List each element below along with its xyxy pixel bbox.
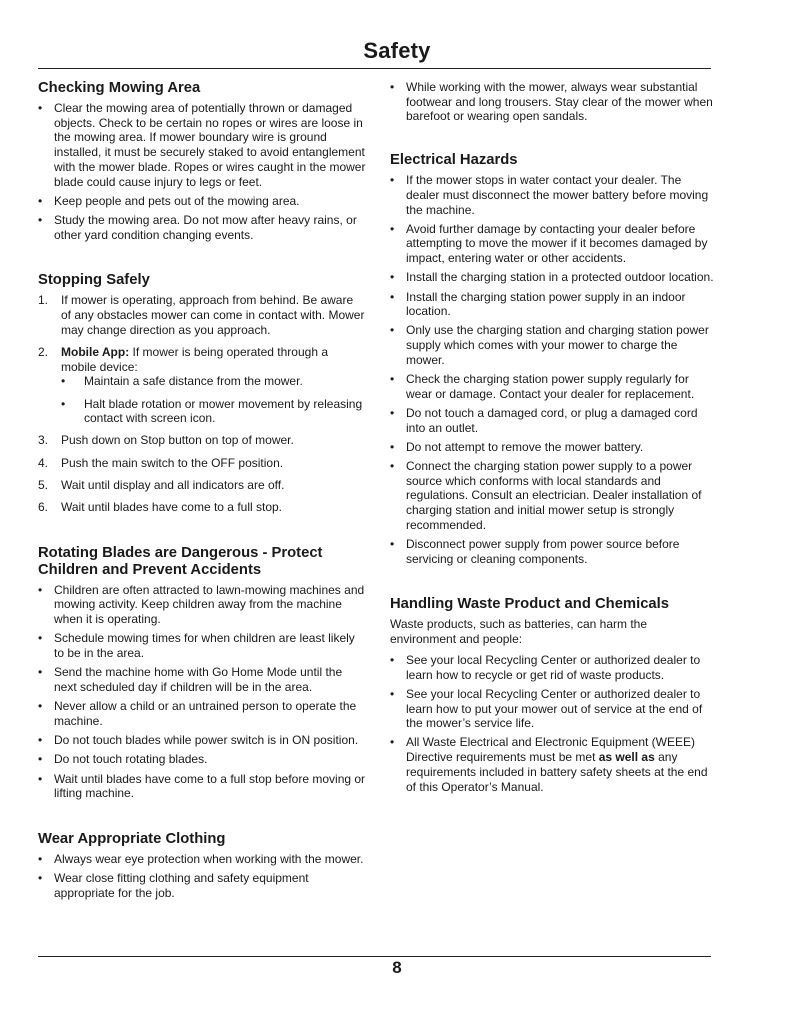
section-rotating-blades [38, 545, 366, 801]
list-item: • All Waste Electrical and Electronic Equipment (WEEE) Directive requirements must be met as well as any requirements included in battery safety sheets at the end of this Operator’s Manual. [390, 735, 708, 794]
list-item: • Do not touch a damaged cord, or plug a damaged cord into an outlet. [390, 405, 698, 435]
header-divider [38, 68, 711, 69]
list-item: • Connect the charging station power supply to a power source which conforms with local standards and regulations. Consult an electrician. Dealer installation of charging station and initial mower setup is strongly recommended. [390, 459, 702, 532]
section-heading: Wear Appropriate Clothing [38, 830, 226, 847]
numbered-step: 4. Push the main switch to the OFF position. [38, 455, 284, 470]
list-item: • Children are often attracted to lawn-mowing machines and mowing activity. Keep children away from the machine when it is operating. [38, 582, 365, 627]
list-item: • Check the charging station power supply regularly for wear or damage. Contact your dealer for replacement. [390, 372, 695, 401]
list-item: • Do not touch rotating blades. [38, 752, 208, 767]
list-item: • Clear the mowing area of potentially thrown or damaged objects. Check to be certain no ropes or wires are loose in the mowing area. If mower boundary wire is ground installed, it must be securely staked to avoid entanglement with the mower blade. Ropes or wires caught in the mower blade could cause injury to legs or feet. [38, 101, 366, 189]
section-heading: Handling Waste Product and Chemicals [390, 596, 669, 613]
list-item: • Schedule mowing times for when children are least likely to be in the area. [38, 631, 355, 661]
numbered-step: 1. If mower is operating, approach from behind. Be aware of any obstacles mower can come in contact with. Mower may change direction as you approach. [38, 293, 365, 337]
list-item: • Avoid further damage by contacting your dealer before attempting to move the mower if it becomes damaged by impact, entering water or other accidents. [390, 221, 708, 266]
list-item: • Install the charging station in a protected outdoor location. [390, 270, 714, 285]
list-item: • Keep people and pets out of the mowing area. [38, 193, 300, 208]
numbered-step: 3. Push down on Stop button on top of mower. [38, 433, 294, 448]
numbered-step: 6. Wait until blades have come to a full stop. [38, 500, 283, 515]
page-number: 8 [392, 958, 402, 977]
section-heading: Electrical Hazards [390, 152, 518, 169]
list-item: • Disconnect power supply from power source before servicing or cleaning components. [390, 537, 680, 566]
list-item: • Install the charging station power supply in an indoor location. [390, 289, 686, 319]
section-wear-clothing [38, 831, 366, 901]
list-item: • Wear close fitting clothing and safety equipment appropriate for the job. [38, 871, 309, 900]
section-heading: Checking Mowing Area [38, 80, 201, 96]
footer-divider [38, 956, 711, 957]
section-electrical-hazards [390, 152, 714, 566]
list-item: • Do not touch blades while power switch is in ON position. [38, 733, 359, 748]
list-item: • Never allow a child or an untrained person to operate the machine. [38, 699, 357, 728]
list-item: • Always wear eye protection when working with the mower. [38, 851, 364, 866]
list-item: • Do not attempt to remove the mower battery. [390, 439, 644, 454]
list-item: • See your local Recycling Center or authorized dealer to learn how to recycle or get rid of waste products. [390, 652, 701, 682]
list-item: • If the mower stops in water contact your dealer. The dealer must disconnect the mower battery before moving the machine. [390, 173, 709, 217]
section-stopping-safely [38, 272, 366, 514]
sub-list-item: • Halt blade rotation or mower movement by releasing contact with screen icon. [61, 396, 363, 426]
section-heading: Stopping Safely [38, 272, 150, 289]
page-title: Safety [363, 38, 431, 63]
numbered-step: 2. Mobile App: If mower is being operated through a mobile device: • Maintain a safe distance from the mower. • Halt blade rotation or mower movement by releasing contact with screen icon. [38, 345, 366, 426]
section-checking-mowing-area [38, 80, 366, 242]
left-column [38, 80, 366, 905]
numbered-step: 5. Wait until display and all indicators are off. [38, 477, 285, 492]
section-heading: Rotating Blades are Dangerous - Protect Children and Prevent Accidents [38, 544, 323, 578]
section-intro: Waste products, such as batteries, can harm the environment and people: [390, 617, 648, 647]
list-item: • Study the mowing area. Do not mow after heavy rains, or other yard condition changing events. [38, 212, 357, 242]
list-item: • While working with the mower, always wear substantial footwear and long trousers. Stay clear of the mower when barefoot or wearing open sandals. [390, 80, 713, 124]
right-column [390, 80, 714, 799]
section-clothing-continued [390, 80, 714, 124]
list-item: • See your local Recycling Center or authorized dealer to learn how to put your mower out of service at the end of the mower’s service life. [390, 686, 703, 731]
list-item: • Wait until blades have come to a full stop before moving or lifting machine. [38, 771, 366, 801]
list-item: • Send the machine home with Go Home Mode until the next scheduled day if children will be in the area. [38, 665, 343, 694]
section-waste-chemicals [390, 596, 714, 794]
sub-list-item: • Maintain a safe distance from the mower. [61, 374, 303, 389]
list-item: • Only use the charging station and charging station power supply which comes with your mower to charge the mower. [390, 323, 709, 367]
